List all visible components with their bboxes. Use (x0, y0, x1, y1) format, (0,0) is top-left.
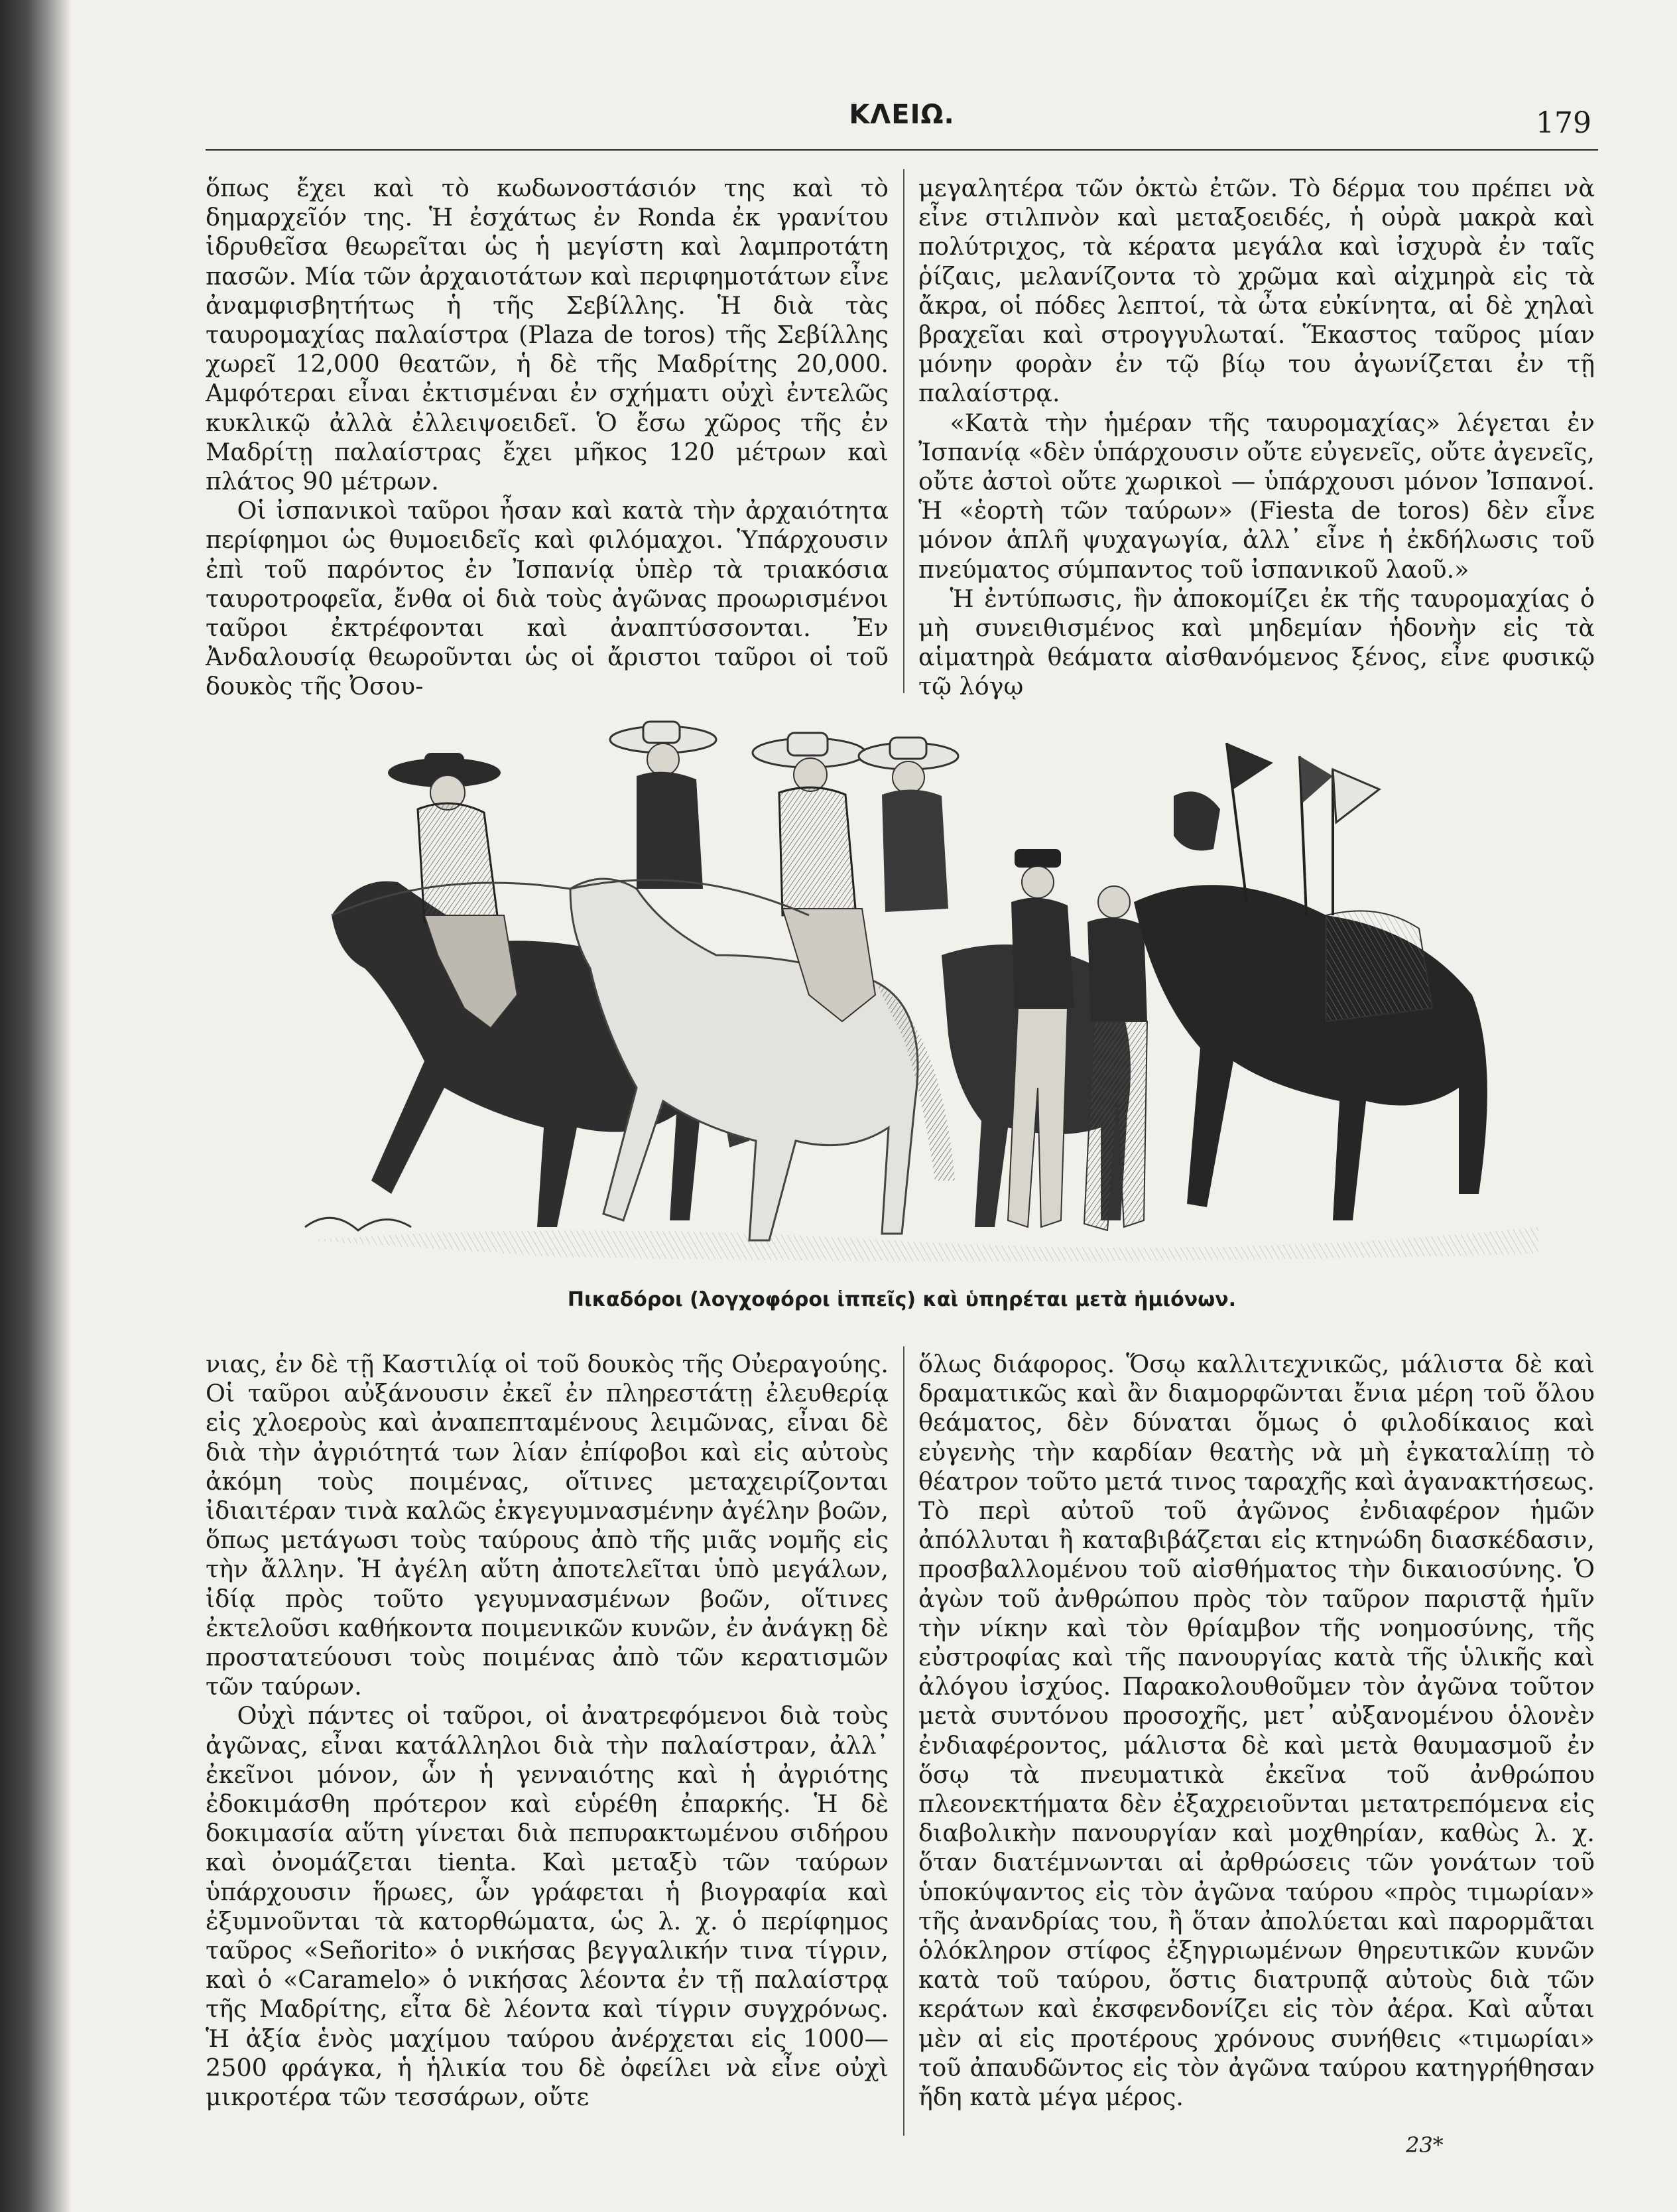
binding-shadow (0, 0, 72, 2212)
upper-right-column (918, 174, 1595, 702)
figure-caption: Πικαδόροι (λογχοφόροι ἱππεῖς) καὶ ὑπηρέται μετὰ ἡμιόνων. (567, 1288, 1237, 1311)
mules-with-flags (1134, 743, 1487, 1220)
paragraph: Ἡ ἐντύπωσις, ἣν ἀποκομίζει ἐκ τῆς ταυρομαχίας ὁ μὴ συνειθισμένος καὶ μηδεμίαν ἡδονὴν εἰς τὰ αἱματηρὰ θεάματα αἰσθανόμενος ξένος, εἶνε φυσικῷ τῷ λόγῳ (918, 584, 1595, 701)
upper-left-column (206, 174, 889, 702)
paragraph: «Κατὰ τὴν ἡμέραν τῆς ταυρομαχίας» λέγεται ἐν Ἰσπανίᾳ «δὲν ὑπάρχουσιν οὔτε εὐγενεῖς, οὔτε ἀγενεῖς, οὔτε ἀστοὶ οὔτε χωρικοὶ — ὑπάρχουσι μόνον Ἰσπανοί. Ἡ «ἑορτὴ τῶν ταύρων» (Fiesta de toros) δὲν εἶνε μόνον ἁπλῆ ψυχαγωγία, ἀλλ᾽ εἶνε ἡ ἐκδήλωσις τοῦ πνεύματος σύμπαντος τοῦ ἰσπανικοῦ λαοῦ.» (918, 408, 1595, 584)
servant-left (1008, 849, 1074, 1227)
page-number: 179 (1536, 106, 1591, 140)
lower-left-column (206, 1350, 889, 2112)
printer-signature: 23* (1406, 2132, 1444, 2158)
rider-4 (859, 738, 958, 912)
lower-right-column (918, 1350, 1595, 2112)
column-divider (903, 169, 904, 693)
ground-shadow (312, 1227, 1538, 1261)
picadores-engraving (292, 716, 1552, 1287)
paragraph: νιας, ἐν δὲ τῇ Καστιλίᾳ οἱ τοῦ δουκὸς τῆς Οὐεραγούης. Οἱ ταῦροι αὐξάνουσιν ἐκεῖ ἐν πληρεστάτῃ ἐλευθερίᾳ εἰς χλοεροὺς καὶ ἀναπεπταμένους λειμῶνας, εἶναι δὲ διὰ τὴν ἀγριότητά των λίαν ἐπίφοβοι καὶ εἰς αὐτοὺς ἀκόμη τοὺς ποιμένας, οἵτινες μεταχειρίζονται ἰδιαιτέραν τινὰ καλῶς ἐκγεγυμνασμένην ἀγέλην βοῶν, ὅπως μετάγωσι τοὺς ταύρους ἀπὸ τῆς μιᾶς νομῆς εἰς τὴν ἄλλην. Ἡ ἀγέλη αὕτη ἀποτελεῖται ὑπὸ μεγάλων, ἰδίᾳ πρὸς τοῦτο γεγυμνασμένων βοῶν, οἵτινες ἐκτελοῦσι καθήκοντα ποιμενικῶν κυνῶν, ἐν ἀνάγκῃ δὲ προστατεύουσι τοὺς ποιμένας ἀπὸ τῶν κερατισμῶν τῶν ταύρων. (206, 1350, 889, 1701)
paragraph: ὅλως διάφορος. Ὅσῳ καλλιτεχνικῶς, μάλιστα δὲ καὶ δραματικῶς καὶ ἂν διαμορφῶνται ἔνια μέρη τοῦ ὅλου θεάματος, δὲν δύναται ὅμως ὁ φιλοδίκαιος καὶ εὐγενὴς τὴν καρδίαν θεατὴς νὰ μὴ ἐγκαταλίπῃ τὸ θέατρον τοῦτο μετά τινος ταραχῆς καὶ ἀγανακτήσεως. Τὸ περὶ αὐτοῦ τοῦ ἀγῶνος ἐνδιαφέρον ἡμῶν ἀπόλλυται ἢ καταβιβάζεται εἰς κτηνώδη διασκέδασιν, προσβαλλομένου τοῦ αἰσθήματος τὴν δικαιοσύνης. Ὁ ἀγὼν τοῦ ἀνθρώπου πρὸς τὸν ταῦρον παριστᾷ ἡμῖν τὴν νίκην καὶ τὸν θρίαμβον τῆς νοημοσύνης, τῆς εὐστροφίας καὶ τῆς πανουργίας κατὰ τῆς ὑλικῆς καὶ ἀλόγου ἰσχύος. Παρακολουθοῦμεν τὸν ἀγῶνα τοῦτον μετὰ συντόνου προσοχῆς, μετ᾽ αὐξανομένου ὁλονὲν ἐνδιαφέροντος, μάλιστα δὲ καὶ μετὰ θαυμασμοῦ ἐν ὅσῳ τὰ πνευματικὰ ἐκεῖνα τοῦ ἀνθρώπου πλεονεκτήματα δὲν ἐξαχρειοῦνται μετατρεπόμενα εἰς διαβολικὴν πανουργίαν καὶ μοχθηρίαν, καθὼς λ. χ. ὅταν διατέμνωνται αἱ ἀρθρώσεις τῶν γονάτων τοῦ ὑποκύψαντος εἰς τὸν ἀγῶνα ταύρου «πρὸς τιμωρίαν» τῆς ἀνανδρίας του, ἢ ὅταν ἀπολύεται καὶ παρορμᾶται ὁλόκληρον στίφος ἐξηγριωμένων θηρευτικῶν κυνῶν κατὰ τοῦ ταύρου, ὅστις διατρυπᾷ αὐτοὺς διὰ τῶν κεράτων καὶ ἐκσφενδονίζει εἰς τὸν ἀέρα. Καὶ αὗται μὲν αἱ εἰς προτέρους χρόνους συνήθεις «τιμωρίαι» τοῦ ἀπαυδῶντος εἰς τὸν ἀγῶνα ταύρου κατηγρήθησαν ἤδη κατὰ μέγα μέρος. (918, 1350, 1595, 2112)
artist-monogram (305, 1218, 411, 1230)
rider-2 (610, 722, 716, 889)
paragraph: Οἱ ἰσπανικοὶ ταῦροι ἦσαν καὶ κατὰ τὴν ἀρχαιότητα περίφημοι ὡς θυμοειδεῖς καὶ φιλόμαχοι. Ὑπάρχουσιν ἐπὶ τοῦ παρόντος ἐν Ἰσπανίᾳ ὑπὲρ τὰ τριακόσια ταυροτροφεῖα, ἔνθα οἱ διὰ τοὺς ἀγῶνας προωρισμένοι ταῦροι ἐκτρέφονται καὶ ἀναπτύσσονται. Ἐν Ἀνδαλουσίᾳ θεωροῦνται ὡς οἱ ἄριστοι ταῦροι οἱ τοῦ δουκὸς τῆς Ὀσου- (206, 496, 889, 701)
horse-white (570, 879, 955, 1240)
running-title: ΚΛΕΙΩ. (849, 99, 955, 130)
column-divider (903, 1346, 904, 2136)
paragraph: Οὐχὶ πάντες οἱ ταῦροι, οἱ ἀνατρεφόμενοι διὰ τοὺς ἀγῶνας, εἶναι κατάλληλοι διὰ τὴν παλαίστραν, ἀλλ᾽ ἐκεῖνοι μόνον, ὧν ἡ γενναιότης καὶ ἡ ἀγριότης ἐδοκιμάσθη πρότερον καὶ εὑρέθη ἐπαρκής. Ἡ δὲ δοκιμασία αὕτη γίνεται διὰ πεπυρακτωμένου σιδήρου καὶ ὀνομάζεται tienta. Καὶ μεταξὺ τῶν ταύρων ὑπάρχουσιν ἥρωες, ὧν γράφεται ἡ βιογραφία καὶ ἐξυμνοῦνται τὰ κατορθώματα, ὡς λ. χ. ὁ περίφημος ταῦρος «Señorito» ὁ νικήσας βεγγαλικήν τινα τίγριν, καὶ ὁ «Caramelo» ὁ νικήσας λέοντα ἐν τῇ παλαίστρᾳ τῆς Μαδρίτης, εἶτα δὲ λέοντα καὶ τίγριν συγχρόνως. Ἡ ἀξία ἑνὸς μαχίμου ταύρου ἀνέρχεται εἰς 1000—2500 φράγκα, ἡ ἡλικία του δὲ ὀφείλει νὰ εἶνε οὐχὶ μικροτέρα τῶν τεσσάρων, οὔτε (206, 1701, 889, 2112)
page-header (206, 99, 1598, 146)
header-rule (206, 149, 1598, 151)
paragraph: ὅπως ἔχει καὶ τὸ κωδωνοστάσιόν της καὶ τὸ δημαρχεῖόν της. Ἡ ἐσχάτως ἐν Ronda ἐκ γρανίτου ἱδρυθεῖσα θεωρεῖται ὡς ἡ μεγίστη καὶ λαμπροτάτη πασῶν. Μία τῶν ἀρχαιοτάτων καὶ περιφημοτάτων εἶνε ἀναμφισβητήτως ἡ τῆς Σεβίλλης. Ἡ διὰ τὰς ταυρομαχίας παλαίστρα (Plaza de toros) τῆς Σεβίλλης χωρεῖ 12,000 θεατῶν, ἡ δὲ τῆς Μαδρίτης 20,000. Αμφότεραι εἶναι ἐκτισμέναι ἐν σχήματι οὐχὶ ἐντελῶς κυκλικῷ ἀλλὰ ἐλλειψοειδεῖ. Ὁ ἔσω χῶρος τῆς ἐν Μαδρίτῃ παλαίστρας ἔχει μῆκος 120 μέτρων καὶ πλάτος 90 μέτρων. (206, 174, 889, 496)
paragraph: μεγαλητέρα τῶν ὀκτὼ ἐτῶν. Τὸ δέρμα του πρέπει νὰ εἶνε στιλπνὸν καὶ μεταξοειδές, ἡ οὐρὰ μακρὰ καὶ πολύτριχος, τὰ κέρατα μεγάλα καὶ ἰσχυρὰ ἐν ταῖς ῥίζαις, μελανίζοντα τὸ χρῶμα καὶ αἰχμηρὰ εἰς τὰ ἄκρα, οἱ πόδες λεπτοί, τὰ ὦτα εὐκίνητα, αἱ δὲ χηλαὶ βραχεῖαι καὶ στρογγυλωταί. Ἕκαστος ταῦρος μίαν μόνην φορὰν ἐν τῷ βίῳ του ἀγωνίζεται ἐν τῇ παλαίστρᾳ. (918, 174, 1595, 408)
